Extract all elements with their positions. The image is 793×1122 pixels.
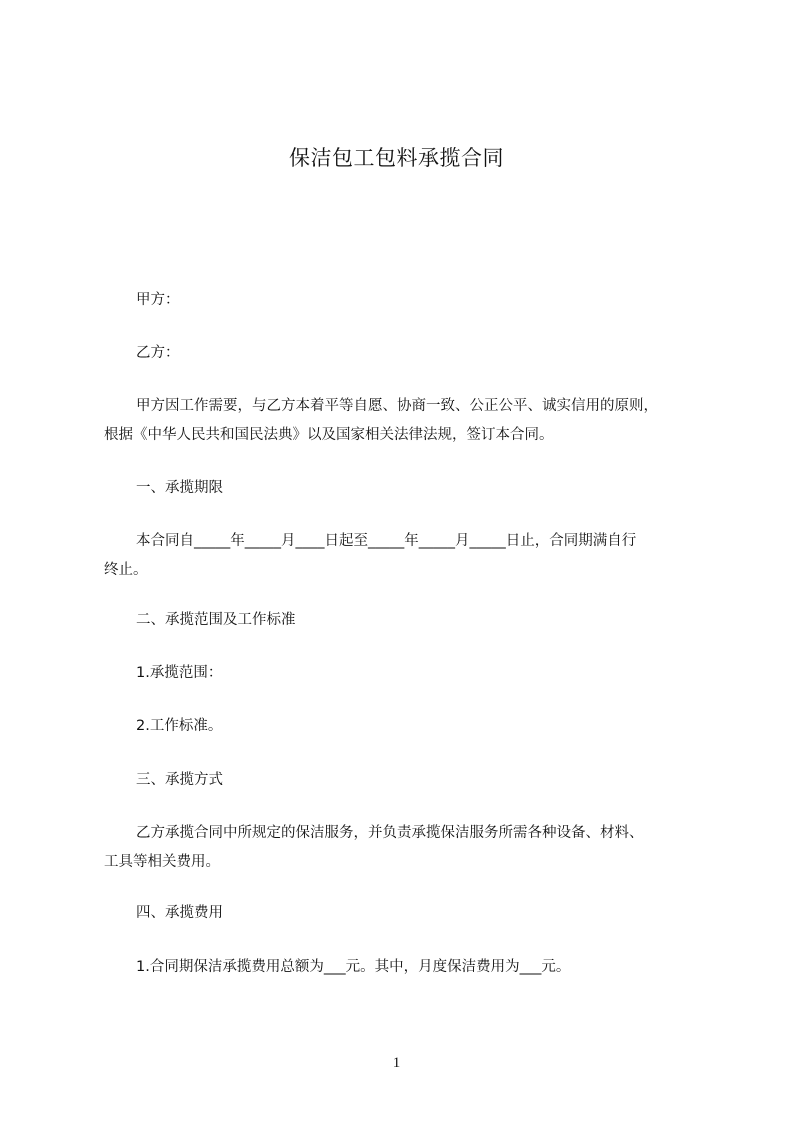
page-number: 1 bbox=[392, 1055, 401, 1071]
section-1-line-1: 本合同自_____年_____月____日起至_____年_____月_____日止，合同期满自行 bbox=[136, 533, 637, 549]
intro-line-1: 甲方因工作需要，与乙方本着平等自愿、协商一致、公正公平、诚实信用的原则， bbox=[136, 398, 658, 414]
section-2-item-1: 1.承揽范围： bbox=[136, 665, 223, 681]
section-3-line-2: 工具等相关费用。 bbox=[104, 854, 220, 870]
section-3-line-1: 乙方承揽合同中所规定的保洁服务，并负责承揽保洁服务所需各种设备、材料、 bbox=[136, 825, 644, 841]
section-1-heading: 一、承揽期限 bbox=[136, 480, 223, 496]
section-4-heading: 四、承揽费用 bbox=[136, 905, 223, 921]
section-3-heading: 三、承揽方式 bbox=[136, 772, 223, 788]
section-1-paragraph bbox=[104, 527, 714, 585]
section-2-item-2: 2.工作标准。 bbox=[136, 718, 223, 734]
intro-paragraph bbox=[104, 392, 714, 450]
intro-line-2: 根据《中华人民共和国民法典》以及国家相关法律法规，签订本合同。 bbox=[104, 427, 554, 443]
party-b-label: 乙方： bbox=[136, 345, 180, 361]
party-a-label: 甲方： bbox=[136, 292, 180, 308]
section-2-heading: 二、承揽范围及工作标准 bbox=[136, 612, 296, 628]
section-3-paragraph bbox=[104, 819, 714, 877]
section-4-item-1: 1.合同期保洁承揽费用总额为___元。其中，月度保洁费用为___元。 bbox=[136, 959, 571, 975]
document-title: 保洁包工包料承揽合同 bbox=[289, 146, 504, 170]
section-1-line-2: 终止。 bbox=[104, 562, 148, 578]
